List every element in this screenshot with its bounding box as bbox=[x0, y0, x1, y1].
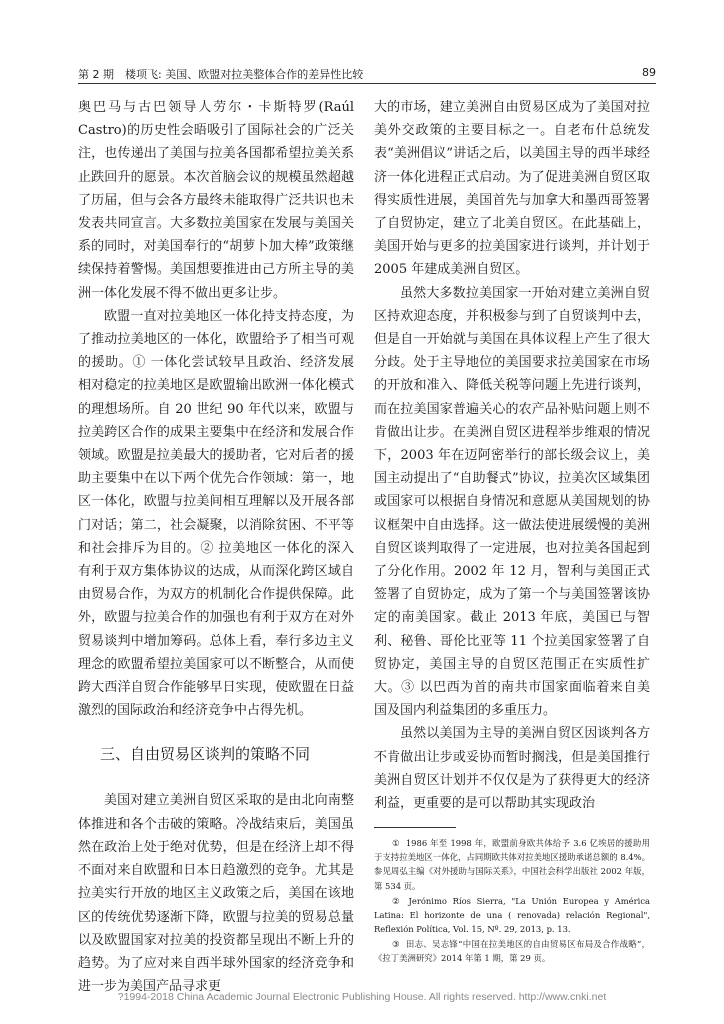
paragraph: 美国对建立美洲自贸区采取的是由北向南整体推进和各个击破的策略。冷战结束后，美国虽然在政治上处于绝对优势，但是在经济上却不得不面对来自欧盟和日本日趋激烈的竞争。尤其是拉美实行开放的地区主义政策之后，美国在该地区的传统优势逐渐下降，欧盟与拉美的贸易总量以及欧盟国家对拉美的投资都呈现出不断上升的趋势。为了应对来自西半球外国家的经济竞争和进一步为美国产品寻求更 bbox=[78, 793, 354, 995]
page-number: 89 bbox=[642, 66, 656, 79]
header-rule bbox=[78, 83, 656, 84]
paragraph: 虽然以美国为主导的美洲自贸区因谈判各方不肯做出让步或妥协而暂时搁浅，但是美国推行美洲自贸区计划并不仅仅是为了获得更大的经济利益，更重要的是可以帮助其实现政治 bbox=[374, 726, 650, 812]
running-header bbox=[78, 62, 656, 84]
footnote bbox=[374, 937, 650, 965]
paragraph: 奥巴马与古巴领导人劳尔・卡斯特罗(Raúl Castro)的历史性会晤吸引了国际社会的广泛关注，也传递出了美国与拉美各国都希望拉美关系止跌回升的愿景。本次首脑会议的规模虽然超越了历届，但与会各方最终未能取得广泛共识也未发表共同宣言。大多数拉美国家在发展与美国关系的同时，对美国奉行的“胡萝卜加大棒”政策继续保持着警惕。美国想要推进由己方所主导的美洲一体化发展不得不做出更多让步。 bbox=[78, 100, 354, 301]
section-heading: 三、自由贸易区谈判的策略不同 bbox=[100, 745, 311, 764]
footnote bbox=[374, 894, 650, 936]
footnote-text: 1986 年至 1998 年，欧盟前身欧共体给予 3.6 亿埃居的援助用于支持拉美地区一体化，占同期欧共体对拉美地区援助承诺总额的 8.4%。参见周弘主编《对外援助与国际关系》，中国社会科学出版社 2002 年版，第 534 页。 bbox=[374, 838, 650, 891]
footnotes bbox=[374, 836, 650, 965]
paragraph: 欧盟一直对拉美地区一体化持支持态度，为了推动拉美地区的一体化，欧盟给予了相当可观的援助。① 一体化尝试较早且政治、经济发展相对稳定的拉美地区是欧盟输出欧洲一体化模式的理想场所。自 20 世纪 90 年代以来，欧盟与拉美跨区合作的成果主要集中在经济和发展合作领域。欧盟是拉美最大的援助者，它对后者的援助主要集中在以下两个优先合作领域：第一，地区一体化，欧盟与拉美间相互理解以及开展各部门对话；第二，社会凝聚，以消除贫困、不平等和社会排斥为目的。② 拉美地区一体化的深入有利于双方集体协议的达成，从而深化跨区域自由贸易合作，为双方的机制化合作提供保障。此外，欧盟与拉美合作的加强也有利于双方在对外贸易谈判中增加筹码。总体上看，奉行多边主义理念的欧盟希望拉美国家可以不断整合，从而使跨大西洋自贸合作能够早日实现，使欧盟在日益激烈的国际政治和经济竞争中占得先机。 bbox=[78, 308, 354, 719]
left-column bbox=[78, 96, 354, 998]
footnote-text: Jerónimo Ríos Sierra, "La Unión Europea y América Latina: El horizonte de una ( renovada) relación Regional", Reflexión Política, Vol. 15, Nº. 29, 2013, p. 13. bbox=[374, 895, 651, 934]
footnote-number: ① bbox=[392, 838, 400, 849]
footnote bbox=[374, 836, 650, 892]
footnote-text: 田志、吴志锋“中国在拉美地区的自由贸易区布局及合作战略”，《拉丁美洲研究》2014 年第 1 期，第 29 页。 bbox=[374, 938, 651, 964]
paragraph: 虽然大多数拉美国家一开始对建立美洲自贸区持欢迎态度，并积极参与到了自贸谈判中去，但是自一开始就与美国在具体议程上产生了很大分歧。处于主导地位的美国要求拉美国家在市场的开放和准入、降低关税等问题上先进行谈判，而在拉美国家普遍关心的农产品补贴问题上则不肯做出让步。在美洲自贸区进程举步维艰的情况下，2003 年在迈阿密举行的部长级会议上，美国主动提出了“自助餐式”协议，拉美次区域集团或国家可以根据自身情况和意愿从美国规划的协议框架中自由选择。这一做法使进展缓慢的美洲自贸区谈判取得了一定进展，也对拉美各国起到了分化作用。2002 年 12 月，智利与美国正式签署了自贸协定，成为了第一个与美国签署该协定的南美国家。截止 2013 年底，美国已与智利、秘鲁、哥伦比亚等 11 个拉美国家签署了自贸协定，美国主导的自贸区范围正在实质性扩大。③ 以巴西为首的南共市国家面临着来自美国及国内利益集团的多重压力。 bbox=[374, 285, 650, 719]
footnote-rule bbox=[374, 827, 456, 828]
right-column bbox=[374, 96, 650, 966]
footnote-number: ③ bbox=[392, 938, 400, 949]
copyright-footer: ?1994-2018 China Academic Journal Electronic Publishing House. All rights reserved. http://www.cnki.net bbox=[117, 991, 607, 1003]
header-title: 第 2 期 楼项飞: 美国、欧盟对拉美整体合作的差异性比较 bbox=[78, 68, 364, 81]
footnote-number: ② bbox=[392, 895, 403, 906]
paragraph: 大的市场，建立美洲自由贸易区成为了美国对拉美外交政策的主要目标之一。自老布什总统发表“美洲倡议”讲话之后，以美国主导的西半球经济一体化进程正式启动。为了促进美洲自贸区取得实质性进展，美国首先与加拿大和墨西哥签署了自贸协定，建立了北美自贸区。在此基础上，美国开始与更多的拉美国家进行谈判，并计划于 2005 年建成美洲自贸区。 bbox=[374, 100, 650, 278]
